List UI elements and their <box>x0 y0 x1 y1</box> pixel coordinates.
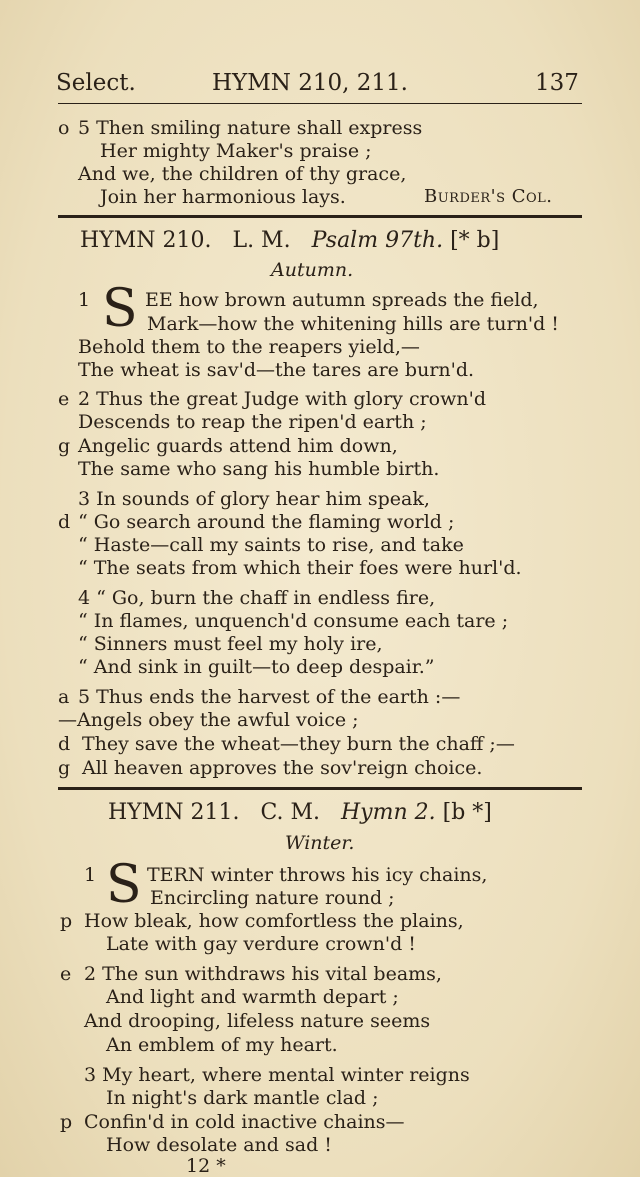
signature-mark: 12 * <box>186 1155 226 1177</box>
hymn-line: “ Haste—call my saints to rise, and take <box>78 534 464 556</box>
header-title: HYMN 210, 211. <box>212 70 408 96</box>
dynamic-mark: p <box>60 1111 73 1133</box>
hymn-line: Encircling nature round ; <box>150 887 395 909</box>
hymn-line: “ In flames, unquench'd consume each tare ; <box>78 610 509 632</box>
attribution: Burder's Col. <box>424 186 553 207</box>
dynamic-mark: g <box>58 757 71 779</box>
hymn-line: Behold them to the reapers yield,— <box>78 336 420 358</box>
hymn-line: Descends to reap the ripen'd earth ; <box>78 411 427 433</box>
hymn-line: Her mighty Maker's praise ; <box>100 140 372 162</box>
hymn-line: 2 Thus the great Judge with glory crown'd <box>78 388 487 410</box>
hymn-211-source: Hymn 2. <box>341 800 436 825</box>
dynamic-mark: e <box>58 388 70 410</box>
hymn-line: And drooping, lifeless nature seems <box>84 1010 431 1032</box>
hymn-line: 4 “ Go, burn the chaff in endless fire, <box>78 587 436 609</box>
hymn-211-number: HYMN 211. <box>108 800 240 825</box>
hymn-line: Mark—how the whitening hills are turn'd ! <box>147 313 559 335</box>
section-rule <box>58 787 582 790</box>
dynamic-mark: d <box>58 511 71 533</box>
page-number: 137 <box>535 70 579 96</box>
hymn-line: And light and warmth depart ; <box>106 986 399 1008</box>
header-rule <box>58 103 582 104</box>
section-rule <box>58 215 582 218</box>
hymn-210-number: HYMN 210. <box>80 228 212 253</box>
hymn-line: TERN winter throws his icy chains, <box>147 864 488 886</box>
hymn-210-title <box>80 228 499 254</box>
verse-number: 1 <box>84 864 97 886</box>
hymn-line: Join her harmonious lays. <box>100 186 346 208</box>
dynamic-mark: p <box>60 910 73 932</box>
hymn-line: An emblem of my heart. <box>106 1034 338 1056</box>
header-left: Select. <box>56 70 136 96</box>
hymn-line: Late with gay verdure crown'd ! <box>106 933 416 955</box>
hymn-line: 3 In sounds of glory hear him speak, <box>78 488 430 510</box>
hymn-line: 5 Then smiling nature shall express <box>78 117 423 139</box>
hymn-line: The wheat is sav'd—the tares are burn'd. <box>78 359 475 381</box>
hymn-line: “ Sinners must feel my holy ire, <box>78 633 383 655</box>
hymn-line: “ The seats from which their foes were hurl'd. <box>78 557 522 579</box>
hymn-210-subtitle: Autumn. <box>271 259 354 281</box>
hymn-line: —Angels obey the awful voice ; <box>58 709 359 731</box>
hymn-line: How desolate and sad ! <box>106 1134 332 1156</box>
hymn-line: EE how brown autumn spreads the field, <box>145 289 539 311</box>
hymn-line: In night's dark mantle clad ; <box>106 1087 379 1109</box>
hymn-line: They save the wheat—they burn the chaff ;— <box>82 733 515 755</box>
dynamic-mark: a <box>58 686 70 708</box>
hymn-line: 2 The sun withdraws his vital beams, <box>84 963 442 985</box>
hymn-line: How bleak, how comfortless the plains, <box>84 910 464 932</box>
hymn-210-source: Psalm 97th. <box>311 228 444 253</box>
hymn-line: Confin'd in cold inactive chains— <box>84 1111 405 1133</box>
hymn-211-meter: C. M. <box>260 800 321 825</box>
dynamic-mark: e <box>60 963 72 985</box>
hymn-211-title <box>108 800 492 826</box>
hymn-line: And we, the children of thy grace, <box>78 163 407 185</box>
hymn-line: “ And sink in guilt—to deep despair.” <box>78 656 435 678</box>
hymn-210-key: [* b] <box>450 228 500 253</box>
verse-number: 1 <box>78 289 91 311</box>
dynamic-mark: g <box>58 435 71 457</box>
hymn-211-key: [b *] <box>442 800 492 825</box>
drop-cap: S <box>106 855 142 915</box>
hymn-line: All heaven approves the sov'reign choice. <box>82 757 483 779</box>
drop-cap: S <box>102 279 138 339</box>
hymn-line: 3 My heart, where mental winter reigns <box>84 1064 470 1086</box>
hymn-line: “ Go search around the flaming world ; <box>78 511 455 533</box>
dynamic-mark: o <box>58 117 70 139</box>
hymn-211-subtitle: Winter. <box>285 832 355 854</box>
dynamic-mark: d <box>58 733 71 755</box>
hymn-line: 5 Thus ends the harvest of the earth :— <box>78 686 461 708</box>
hymn-line: The same who sang his humble birth. <box>78 458 440 480</box>
hymn-210-meter: L. M. <box>232 228 291 253</box>
hymn-line: Angelic guards attend him down, <box>78 435 398 457</box>
